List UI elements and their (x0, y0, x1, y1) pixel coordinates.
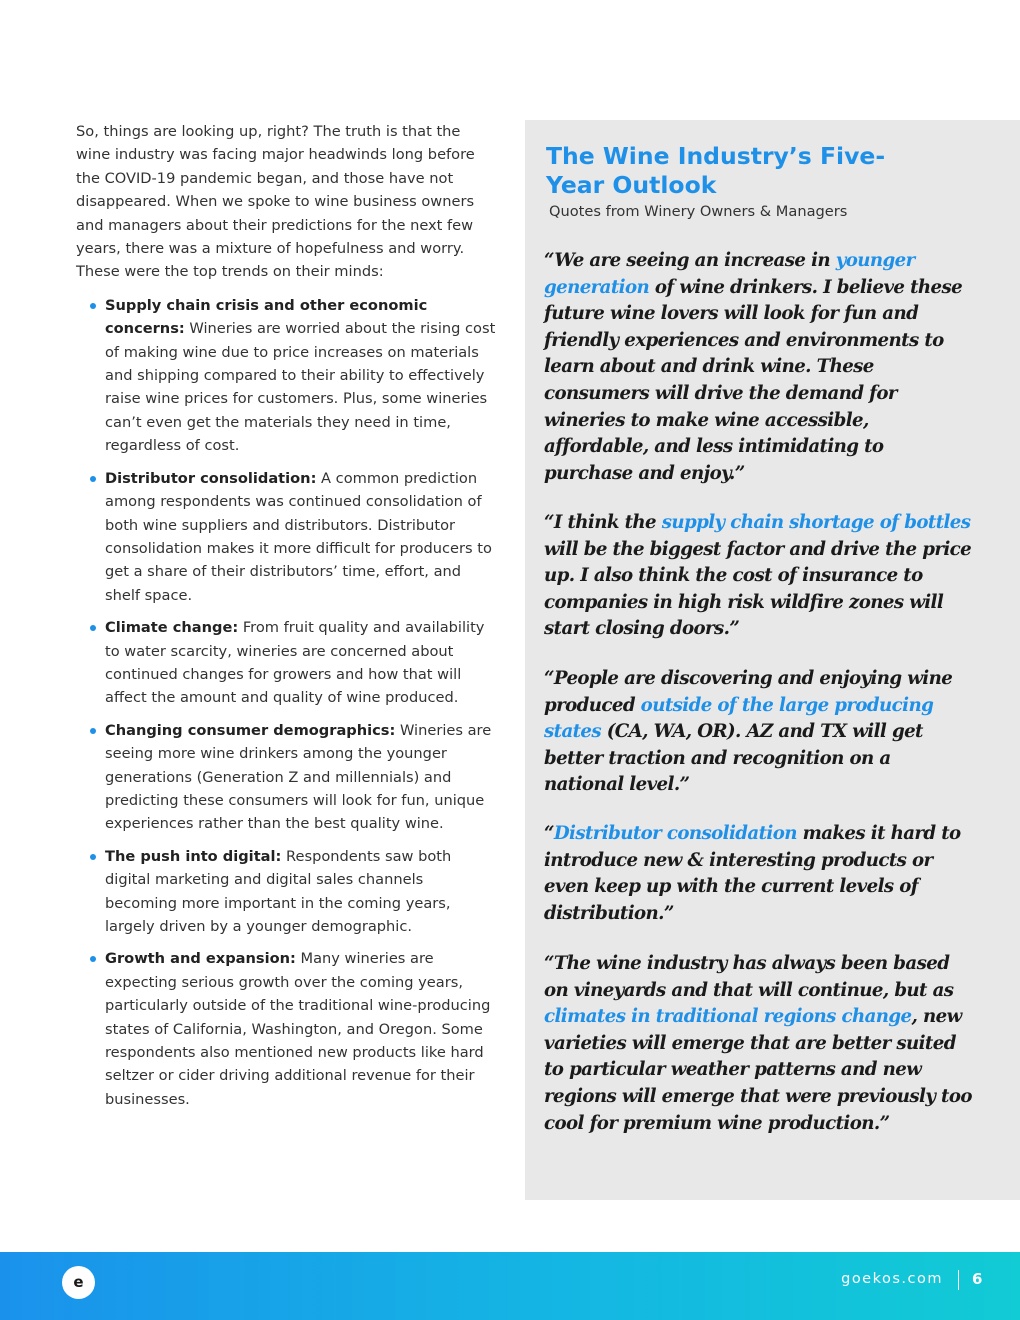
sidebar-subtitle: Quotes from Winery Owners & Managers (549, 203, 848, 220)
trend-item (76, 947, 496, 1111)
quote (544, 821, 974, 927)
bullet-icon (90, 625, 96, 631)
trend-text: Many wineries are expecting serious growth over the coming years, particularly outside of the traditional wine-producing states of California, Washington, and Oregon. Some respondents also mentioned new products like hard seltzer or cider driving additional revenue for their businesses. (105, 950, 491, 1108)
quote-highlight: supply chain shortage of bottles (661, 512, 971, 533)
trend-title: Growth and expansion: (105, 950, 296, 968)
trend-text: Wineries are worried about the rising cost of making wine due to price increases on materials and shipping compared to their ability to effectively raise wine prices for customers. Plus, some wineries can’t even get the materials they need in time, regardless of cost. (105, 320, 496, 455)
bullet-icon (90, 854, 96, 860)
page-number: 6 (972, 1270, 983, 1288)
trend-title: Changing consumer demographics: (105, 721, 396, 739)
trend-title: The push into digital: (105, 847, 282, 865)
quote (544, 510, 974, 643)
trend-text: Wineries are seeing more wine drinkers among the younger generations (Generation Z and millennials) and predicting these consumers will look for fun, unique experiences rather than the best quality wine. (105, 721, 492, 833)
footer-divider (958, 1270, 959, 1290)
outlook-sidebar (525, 120, 1020, 1200)
quote-text: (CA, WA, OR). AZ and TX will get better traction and recognition on a national level.” (544, 721, 923, 796)
trend-title: Climate change: (105, 619, 239, 637)
bullet-icon (90, 956, 96, 962)
main-body (76, 120, 496, 1120)
trend-item (76, 467, 496, 607)
trend-text: A common prediction among respondents was continued consolidation of both wine suppliers and distributors. Distributor consolidation makes it more difficult for producers to get a share of their distributors’ time, effort, and shelf space. (105, 469, 492, 604)
quote-text: “ (544, 823, 554, 844)
quote (544, 248, 974, 487)
quote-highlight: climates in traditional regions change (544, 1006, 912, 1028)
quote-text: “We are seeing an increase in (544, 250, 836, 271)
ekos-logo-icon: e (62, 1266, 95, 1299)
quote-text: “The wine industry has always been based on vineyards and that will continue, but as (544, 953, 954, 1001)
quote-text: , new varieties will emerge that are better suited to particular weather patterns and new regions will emerge that were previously too cool for premium wine production.” (544, 1006, 972, 1134)
footer-bar (0, 1252, 1020, 1320)
intro-paragraph: So, things are looking up, right? The truth is that the wine industry was facing major headwinds long before the COVID-19 pandemic began, and those have not disappeared. When we spoke to wine business owners and managers about their predictions for the next few years, there was a mixture of hopefulness and worry. These were the top trends on their minds: (76, 123, 475, 281)
sidebar-title: The Wine Industry’s Five-Year Outlook (546, 142, 886, 199)
website-link[interactable]: goekos.com (841, 1271, 943, 1287)
trend-item (76, 616, 496, 710)
quote-highlight: younger generation (544, 250, 915, 298)
quote-highlight: Distributor consolidation (553, 823, 797, 844)
quote-text: “People are discovering and enjoying wine produced (544, 668, 953, 716)
quote (544, 666, 974, 799)
quote (544, 951, 974, 1137)
quote-text: will be the biggest factor and drive the price up. I also think the cost of insurance to companies in high risk wildfire zones will start closing doors.” (544, 538, 972, 640)
trend-item (76, 719, 496, 836)
quote-text: makes it hard to introduce new & interesting products or even keep up with the current levels of distribution.” (544, 823, 961, 924)
trend-item (76, 294, 496, 458)
trend-item (76, 845, 496, 939)
trend-title: Distributor consolidation: (105, 469, 317, 487)
bullet-icon (90, 728, 96, 734)
quote-text: “I think the (544, 512, 662, 533)
quote-text: of wine drinkers. I believe these future wine lovers will look for fun and friendly experiences and environments to learn about and drink wine. These consumers will drive the demand for wineries to make wine accessible, affordable, and less intimidating to purchase and enjoy.” (544, 276, 963, 484)
trend-text: From fruit quality and availability to water scarcity, wineries are concerned about continued changes for growers and how that will affect the amount and quality of wine produced. (105, 619, 485, 707)
trend-title: Supply chain crisis and other economic concerns: (105, 296, 428, 338)
trend-list (76, 294, 496, 1111)
bullet-icon (90, 303, 96, 309)
quote-highlight: outside of the large producing states (544, 694, 934, 743)
bullet-icon (90, 476, 96, 482)
trend-text: Respondents saw both digital marketing and digital sales channels becoming more important in the coming years, largely driven by a younger demographic. (105, 847, 452, 935)
